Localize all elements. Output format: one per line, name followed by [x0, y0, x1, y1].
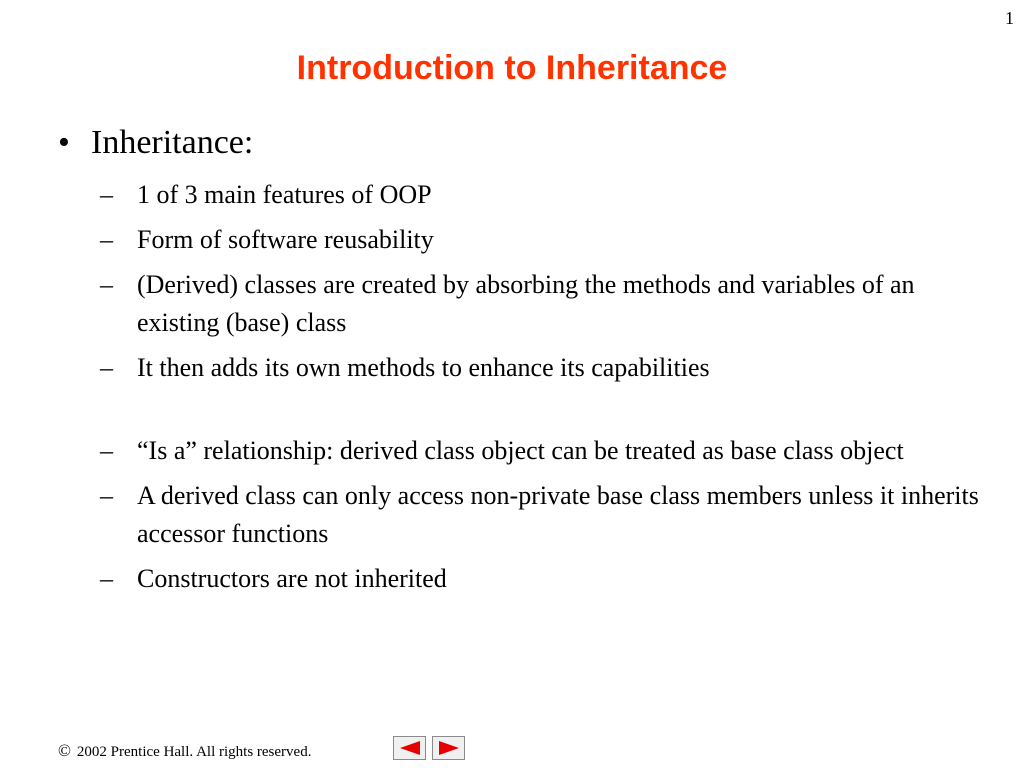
- dash-marker: –: [100, 180, 113, 209]
- slide-content: [58, 122, 988, 605]
- sub-bullet-text: Constructors are not inherited: [137, 564, 447, 593]
- bullet-marker: •: [58, 124, 70, 161]
- sub-bullet-item: [58, 266, 988, 342]
- copyright-symbol: ©: [58, 741, 71, 760]
- sub-bullet-item: [58, 560, 988, 598]
- sub-bullet-item: [58, 432, 988, 470]
- slide-title: Introduction to Inheritance: [296, 49, 728, 87]
- dash-marker: –: [100, 270, 113, 299]
- main-bullet-label: Inheritance:: [91, 124, 254, 161]
- sub-bullet-text: It then adds its own methods to enhance its capabilities: [137, 353, 710, 382]
- dash-marker: –: [100, 225, 113, 254]
- slide-navigation: [393, 736, 465, 760]
- footer-copyright: [58, 742, 311, 761]
- sub-bullet-list: [58, 176, 988, 598]
- sub-bullet-text: A derived class can only access non-private base class members unless it inherits accessor functions: [137, 481, 979, 548]
- sub-bullet-item: [58, 477, 988, 553]
- sub-bullet-text: 1 of 3 main features of OOP: [137, 180, 432, 209]
- page-number: 1: [1005, 8, 1014, 28]
- sub-bullet-text: “Is a” relationship: derived class object can be treated as base class object: [137, 436, 904, 465]
- copyright-text: 2002 Prentice Hall. All rights reserved.: [76, 744, 312, 760]
- previous-slide-button[interactable]: [393, 736, 426, 760]
- next-slide-button[interactable]: [432, 736, 465, 760]
- dash-marker: –: [100, 564, 113, 593]
- sub-bullet-text: (Derived) classes are created by absorbing the methods and variables of an existing (base) class: [137, 270, 915, 337]
- dash-marker: –: [100, 481, 113, 510]
- sub-bullet-text: Form of software reusability: [137, 225, 434, 254]
- left-arrow-icon: [398, 740, 422, 756]
- dash-marker: –: [100, 436, 113, 465]
- sub-bullet-item: [58, 176, 988, 214]
- sub-bullet-item: [58, 349, 988, 387]
- right-arrow-icon: [437, 740, 461, 756]
- sub-bullet-item: [58, 221, 988, 259]
- main-bullet: [58, 122, 988, 164]
- dash-marker: –: [100, 353, 113, 382]
